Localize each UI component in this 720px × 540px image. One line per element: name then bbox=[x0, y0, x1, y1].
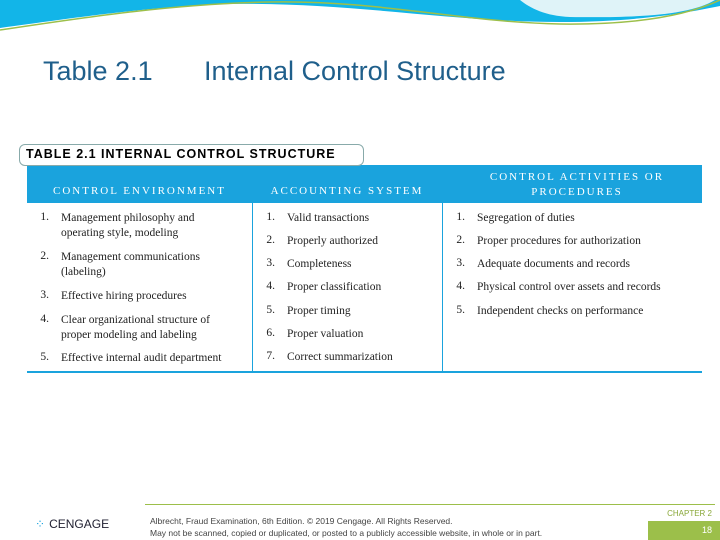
table-column bbox=[442, 203, 703, 371]
list-item bbox=[27, 313, 231, 343]
item-number: 5. bbox=[456, 304, 465, 316]
item-number: 4. bbox=[40, 313, 49, 325]
copyright-line-1: Albrecht, Fraud Examination, 6th Edition. © 2019 Cengage. All Rights Reserved. bbox=[150, 516, 453, 526]
item-number: 4. bbox=[266, 280, 275, 292]
item-number: 1. bbox=[456, 211, 465, 223]
list-item bbox=[27, 351, 231, 366]
item-number: 5. bbox=[266, 304, 275, 316]
item-number: 5. bbox=[40, 351, 49, 363]
copyright-line-2: May not be scanned, copied or duplicated, or posted to a publicly accessible website, in whole or in part. bbox=[150, 528, 543, 538]
table-column bbox=[252, 203, 443, 371]
header-wave-decoration bbox=[0, 0, 720, 40]
item-text: Clear organizational structure of proper modeling and labeling bbox=[61, 314, 210, 341]
item-text: Physical control over assets and records bbox=[477, 281, 661, 293]
item-number: 4. bbox=[456, 280, 465, 292]
list-item bbox=[443, 304, 697, 319]
item-number: 3. bbox=[266, 257, 275, 269]
item-text: Properly authorized bbox=[287, 235, 379, 247]
logo-icon: ⁘ bbox=[35, 517, 46, 531]
internal-control-table bbox=[27, 165, 702, 373]
item-number: 3. bbox=[40, 289, 49, 301]
list-item bbox=[27, 211, 231, 241]
item-text: Effective internal audit department bbox=[61, 352, 222, 364]
list-item bbox=[443, 280, 697, 295]
list-item bbox=[27, 250, 231, 280]
item-text: Proper procedures for authorization bbox=[477, 235, 641, 247]
list-item bbox=[443, 234, 697, 249]
table-header-row bbox=[27, 165, 702, 203]
item-text: Adequate documents and records bbox=[477, 258, 630, 270]
list-item bbox=[443, 211, 697, 226]
item-text: Proper timing bbox=[287, 305, 351, 317]
table-column bbox=[27, 203, 252, 371]
item-text: Completeness bbox=[287, 258, 352, 270]
page-number: 18 bbox=[648, 521, 720, 540]
header-accounting-system: ACCOUNTING SYSTEM bbox=[270, 185, 424, 197]
footer-divider bbox=[145, 504, 715, 505]
table-caption: TABLE 2.1 INTERNAL CONTROL STRUCTURE bbox=[19, 144, 364, 166]
item-text: Management philosophy and operating style, modeling bbox=[61, 212, 195, 239]
logo-text: CENGAGE bbox=[49, 517, 110, 531]
header-control-environment: CONTROL ENVIRONMENT bbox=[53, 185, 226, 197]
list-item bbox=[443, 257, 697, 272]
copyright-notice bbox=[150, 515, 542, 539]
item-number: 2. bbox=[266, 234, 275, 246]
list-item bbox=[27, 289, 231, 304]
cengage-logo bbox=[35, 517, 109, 531]
item-number: 6. bbox=[266, 327, 275, 339]
item-text: Independent checks on performance bbox=[477, 305, 644, 317]
header-control-activities: CONTROL ACTIVITIES OR PROCEDURES bbox=[489, 171, 665, 198]
item-text: Management communications (labeling) bbox=[61, 251, 200, 278]
item-number: 2. bbox=[40, 250, 49, 262]
item-text: Segregation of duties bbox=[477, 212, 575, 224]
item-number: 2. bbox=[456, 234, 465, 246]
slide-title: Internal Control Structure bbox=[204, 56, 506, 86]
item-number: 3. bbox=[456, 257, 465, 269]
table-number: Table 2.1 bbox=[43, 56, 153, 86]
item-text: Proper classification bbox=[287, 281, 382, 293]
item-text: Correct summarization bbox=[287, 351, 393, 363]
item-number: 7. bbox=[266, 350, 275, 362]
item-number: 1. bbox=[40, 211, 49, 223]
item-text: Valid transactions bbox=[287, 212, 370, 224]
item-text: Proper valuation bbox=[287, 328, 364, 340]
chapter-label: CHAPTER 2 bbox=[667, 509, 712, 518]
item-number: 1. bbox=[266, 211, 275, 223]
item-text: Effective hiring procedures bbox=[61, 290, 187, 302]
